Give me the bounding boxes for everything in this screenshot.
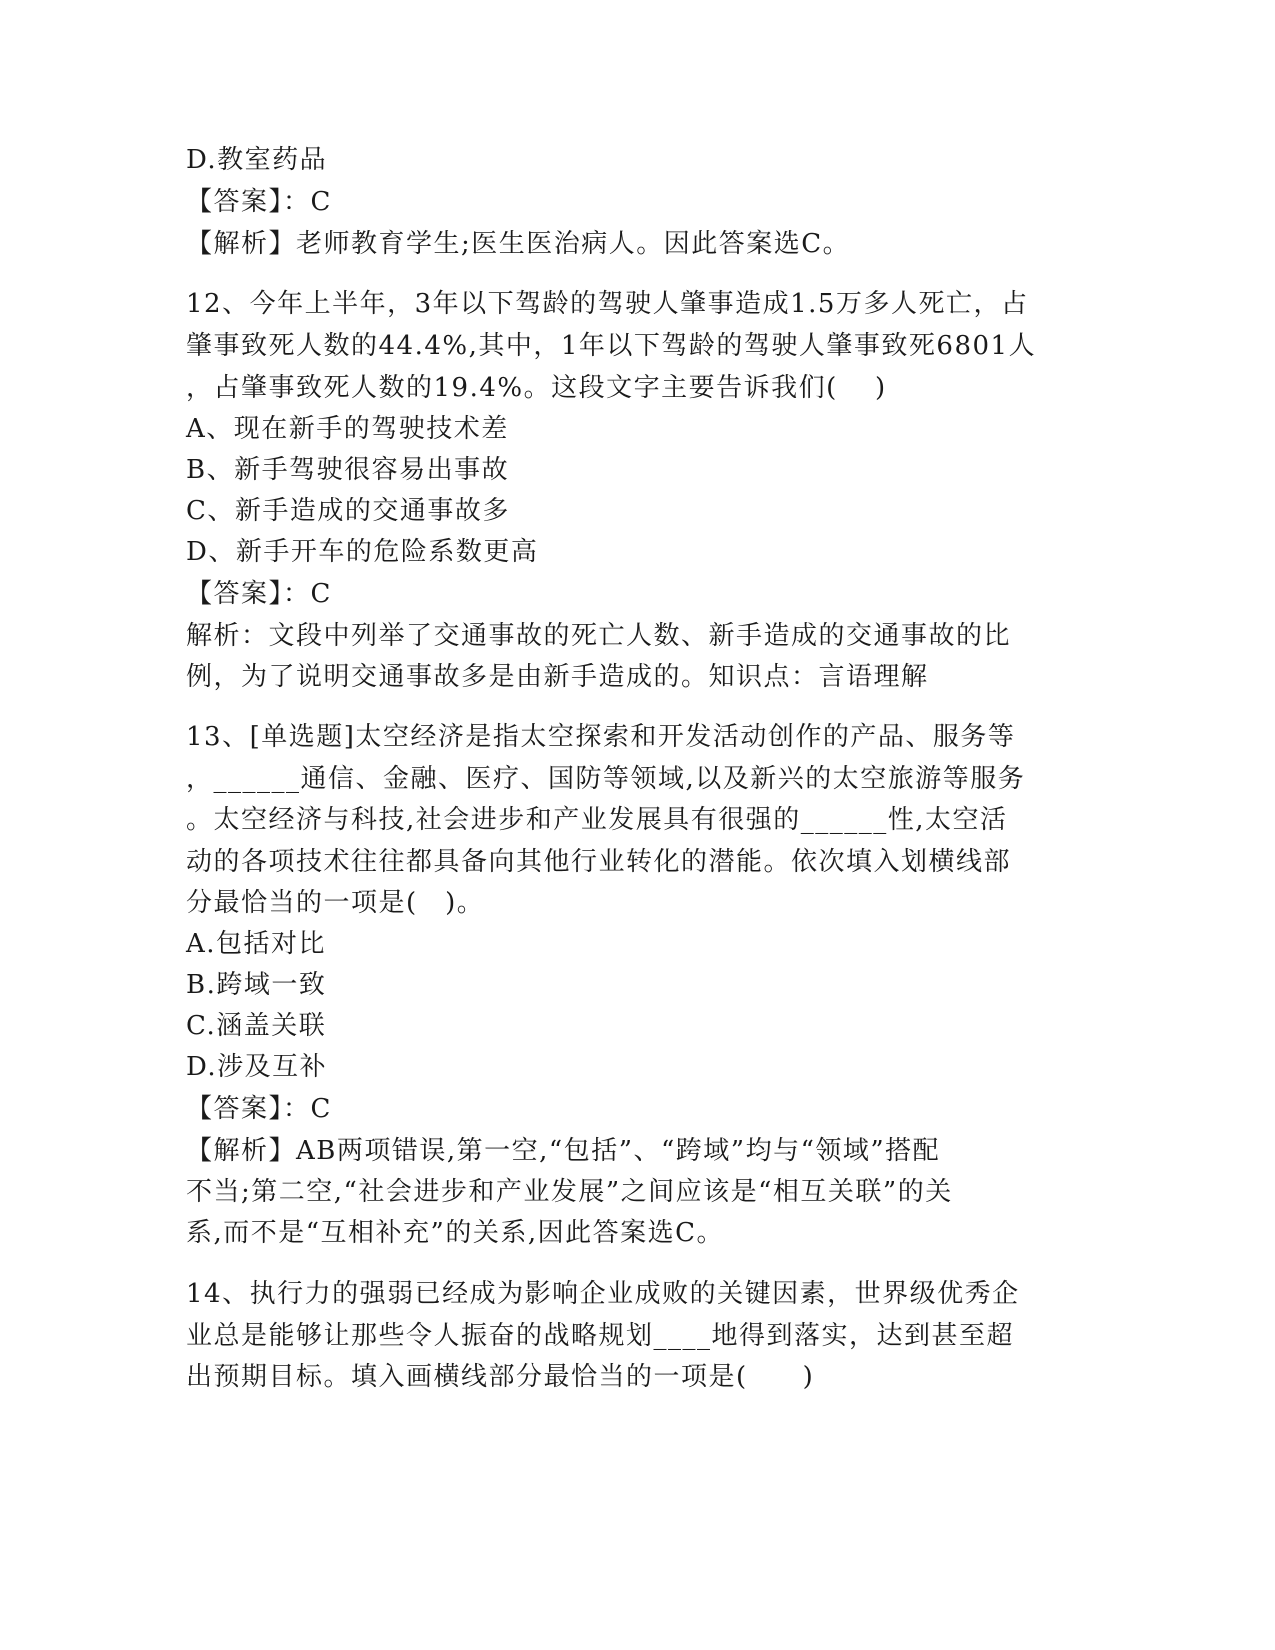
q13-answer: 【答案】：C [186,1094,332,1124]
q12-option-a: A、现在新手的驾驶技术差 [186,414,509,444]
q13-stem-line-5: 分最恰当的一项是( )。 [186,888,485,918]
q13-stem-line-4: 动的各项技术往往都具备向其他行业转化的潜能。依次填入划横线部 [186,847,1012,877]
q12-stem-line-2: 肇事致死人数的44.4%,其中，1年以下驾龄的驾驶人肇事致死6801人 [186,331,1037,361]
q11-analysis: 【解析】老师教育学生;医生医治病人。因此答案选C。 [186,229,851,259]
q11-option-d: D.教室药品 [186,145,328,175]
q13-analysis-line-1: 【解析】AB两项错误,第一空,“包括”、“跨域”均与“领域”搭配 [186,1136,941,1166]
q14-stem-line-2: 业总是能够让那些令人振奋的战略规划____地得到落实，达到甚至超 [186,1321,1015,1351]
q12-analysis-line-2: 例，为了说明交通事故多是由新手造成的。知识点：言语理解 [186,662,929,692]
q14-stem-line-3: 出预期目标。填入画横线部分最恰当的一项是( ) [186,1362,815,1392]
q13-stem-line-2: ，______通信、金融、医疗、国防等领域,以及新兴的太空旅游等服务 [186,764,1026,794]
q12-option-b: B、新手驾驶很容易出事故 [186,455,510,485]
q13-analysis-line-3: 系,而不是“互相补充”的关系,因此答案选C。 [186,1218,725,1248]
q13-stem-line-1: 13、[单选题]太空经济是指太空探索和开发活动创作的产品、服务等 [186,722,1016,752]
q12-analysis-line-1: 解析：文段中列举了交通事故的死亡人数、新手造成的交通事故的比 [186,621,1012,651]
q13-option-d: D.涉及互补 [186,1052,328,1082]
q14-stem-line-1: 14、执行力的强弱已经成为影响企业成败的关键因素，世界级优秀企 [186,1279,1020,1309]
q12-stem-line-3: ，占肇事致死人数的19.4%。这段文字主要告诉我们( ) [186,373,887,403]
q13-option-a: A.包括对比 [186,929,327,959]
q11-answer: 【答案】：C [186,187,332,217]
q13-option-b: B.跨域一致 [186,970,327,1000]
q12-stem-line-1: 12、今年上半年，3年以下驾龄的驾驶人肇事造成1.5万多人死亡，占 [186,289,1029,319]
q13-stem-line-3: 。太空经济与科技,社会进步和产业发展具有很强的______性,太空活 [186,805,1008,835]
q13-option-c: C.涵盖关联 [186,1011,327,1041]
q12-option-d: D、新手开车的危险系数更高 [186,537,539,567]
q13-analysis-line-2: 不当;第二空,“社会进步和产业发展”之间应该是“相互关联”的关 [186,1177,953,1207]
q12-option-c: C、新手造成的交通事故多 [186,496,510,526]
q12-answer: 【答案】：C [186,579,332,609]
